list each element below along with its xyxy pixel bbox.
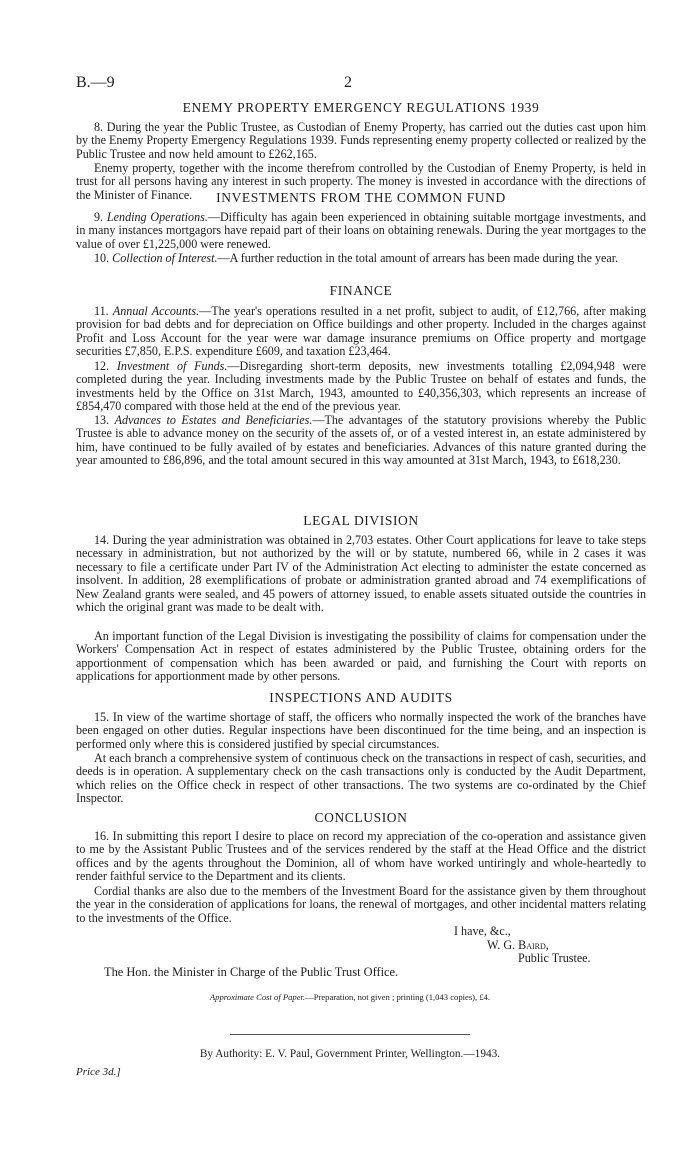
paragraph-12-title: Investment of Funds. bbox=[116, 359, 228, 373]
paragraph-9-number: 9. bbox=[94, 210, 104, 224]
paragraph-10-number: 10. bbox=[94, 251, 110, 265]
paragraph-12 bbox=[76, 360, 646, 414]
paragraph-13-number: 13. bbox=[94, 413, 110, 427]
paragraph-15: 15. In view of the wartime shortage of staff, the officers who normally inspected the work of the branches have been engaged on other duties. Regular inspections have been discontinued for the time being, and an inspection is performed only where this is considered justified by special circumstances. bbox=[76, 710, 646, 751]
paragraph-12-text: —Disregarding short-term deposits, new investments totalling £2,094,948 were completed during the year. Including investments made by the Public Trustee on behalf of estates and funds, the investments held by the Office on 31st March, 1943, amounted to £40,356,303, which represents an increase of £854,470 compared with those held at the end of the previous year. bbox=[76, 359, 646, 414]
paragraph-11-title: Annual Accounts. bbox=[112, 304, 200, 318]
signature-closing: I have, &c., bbox=[454, 924, 511, 938]
heading-legal-division: LEGAL DIVISION bbox=[303, 513, 419, 528]
addressee: The Hon. the Minister in Charge of the Public Trust Office. bbox=[104, 965, 399, 979]
cost-of-paper bbox=[0, 992, 700, 1002]
paragraph-10-text: —A further reduction in the total amount of arrears has been made during the year. bbox=[217, 251, 619, 265]
paragraph-11-text: —The year's operations resulted in a net profit, subject to audit, of £12,766, after making provision for bad debts and for depreciation on Office buildings and other property. Included in the charges against Profit and Loss Account for the year were war damage insurance premiums on Office property and mortgage securities £7,850, E.P.S. expenditure £609, and taxation £23,464. bbox=[76, 304, 646, 359]
paragraph-13-title: Advances to Estates and Beneficiaries. bbox=[114, 413, 313, 427]
signature-name: W. G. Baird, bbox=[487, 938, 549, 952]
paragraph-14: 14. During the year administration was obtained in 2,703 estates. Other Court applications for leave to take steps necessary in administration, but not authorized by the will or by statute, numbered 66, while in 2 cases it was necessary to file a certificate under Part IV of the Administration Act electing to administer the estate concerned as insolvent. In addition, 28 exemplifications of probate or administration granted abroad and 74 exemplifications of New Zealand grants were sealed, and 45 powers of attorney issued, to enable assets situated outside the countries in which the original grant was made to be dealt with. bbox=[76, 533, 646, 615]
paragraph-9-title: Lending Operations. bbox=[106, 210, 208, 224]
paragraph-10-title: Collection of Interest. bbox=[112, 251, 218, 265]
paragraph-11-number: 11. bbox=[94, 304, 109, 318]
paragraph-13 bbox=[76, 414, 646, 468]
paragraph-9-text: —Difficulty has again been experienced in obtaining suitable mortgage investments, and in many instances mortgagors have repaid part of their loans on obtaining renewals. During the year mortgages to the value of over £1,225,000 were renewed. bbox=[76, 210, 646, 251]
paragraph-9 bbox=[76, 211, 646, 251]
paragraph-8b: Enemy property, together with the income therefrom controlled by the Custodian of Enemy Property, is held in trust for all persons having any interest in such property. The money is invested in accordance with the directions of the Minister of Finance. bbox=[76, 161, 646, 202]
paragraph-15b: At each branch a comprehensive system of continuous check on the transactions in respect of cash, securities, and deeds is in operation. A supplementary check on the cash transactions only is conducted by the Audit Department, which relies on the Office check in respect of other transactions. The two systems are co-ordinated by the Chief Inspector. bbox=[76, 751, 646, 806]
cost-label: Approximate Cost of Paper. bbox=[209, 992, 306, 1002]
price: Price 3d.] bbox=[76, 1066, 121, 1078]
cost-text: —Preparation, not given ; printing (1,043 copies), £4. bbox=[305, 992, 491, 1002]
paragraph-16: 16. In submitting this report I desire to place on record my appreciation of the co-operation and assistance given to me by the Assistant Public Trustees and of the services rendered by the staff at the Head Office and the district offices and by the agents throughout the Dominion, all of whom have worked untiringly and whole-heartedly to render faithful service to the Department and its clients. bbox=[76, 829, 646, 884]
divider-rule bbox=[230, 1034, 470, 1035]
heading-finance: FINANCE bbox=[329, 283, 393, 298]
paragraph-14b: An important function of the Legal Division is investigating the possibility of claims for compensation under the Workers' Compensation Act in respect of estates administered by the Public Trustee, obtaining orders for the apportionment of compensation which has been awarded or paid, and furnishing the Court with reports on applications for apportionment made by other persons. bbox=[76, 629, 646, 684]
heading-inspections: INSPECTIONS AND AUDITS bbox=[269, 690, 453, 705]
paragraph-10 bbox=[76, 252, 646, 265]
heading-enemy-property: ENEMY PROPERTY EMERGENCY REGULATIONS 1939 bbox=[182, 100, 540, 115]
printer-authority: By Authority: E. V. Paul, Government Printer, Wellington.—1943. bbox=[199, 1048, 501, 1060]
heading-investments: INVESTMENTS FROM THE COMMON FUND bbox=[216, 190, 506, 205]
paragraph-13-text: —The advantages of the statutory provisions whereby the Public Trustee is able to advance money on the security of the assets of, or of a vested interest in, an estate administered by him, have continued to be fully availed of by estates and beneficiaries. Advances of this nature granted during the year amounted to £86,896, and the total amount secured in this way amounted at 31st March, 1943, to £618,230. bbox=[76, 413, 646, 468]
page-number: 2 bbox=[344, 74, 352, 91]
paragraph-12-number: 12. bbox=[94, 359, 110, 373]
report-series: B.—9 bbox=[76, 74, 115, 91]
paragraph-11 bbox=[76, 305, 646, 359]
heading-conclusion: CONCLUSION bbox=[314, 810, 408, 825]
paragraph-8: 8. During the year the Public Trustee, as Custodian of Enemy Property, has carried out the duties cast upon him by the Enemy Property Emergency Regulations 1939. Funds representing enemy property collected or realized by the Public Trustee and now held amount to £262,165. bbox=[76, 120, 646, 161]
paragraph-16b: Cordial thanks are also due to the members of the Investment Board for the assistance given by them throughout the year in the consideration of applications for loans, the renewal of mortgages, and other incidental matters relating to the investments of the Office. bbox=[76, 884, 646, 925]
signature-title: Public Trustee. bbox=[518, 951, 591, 965]
